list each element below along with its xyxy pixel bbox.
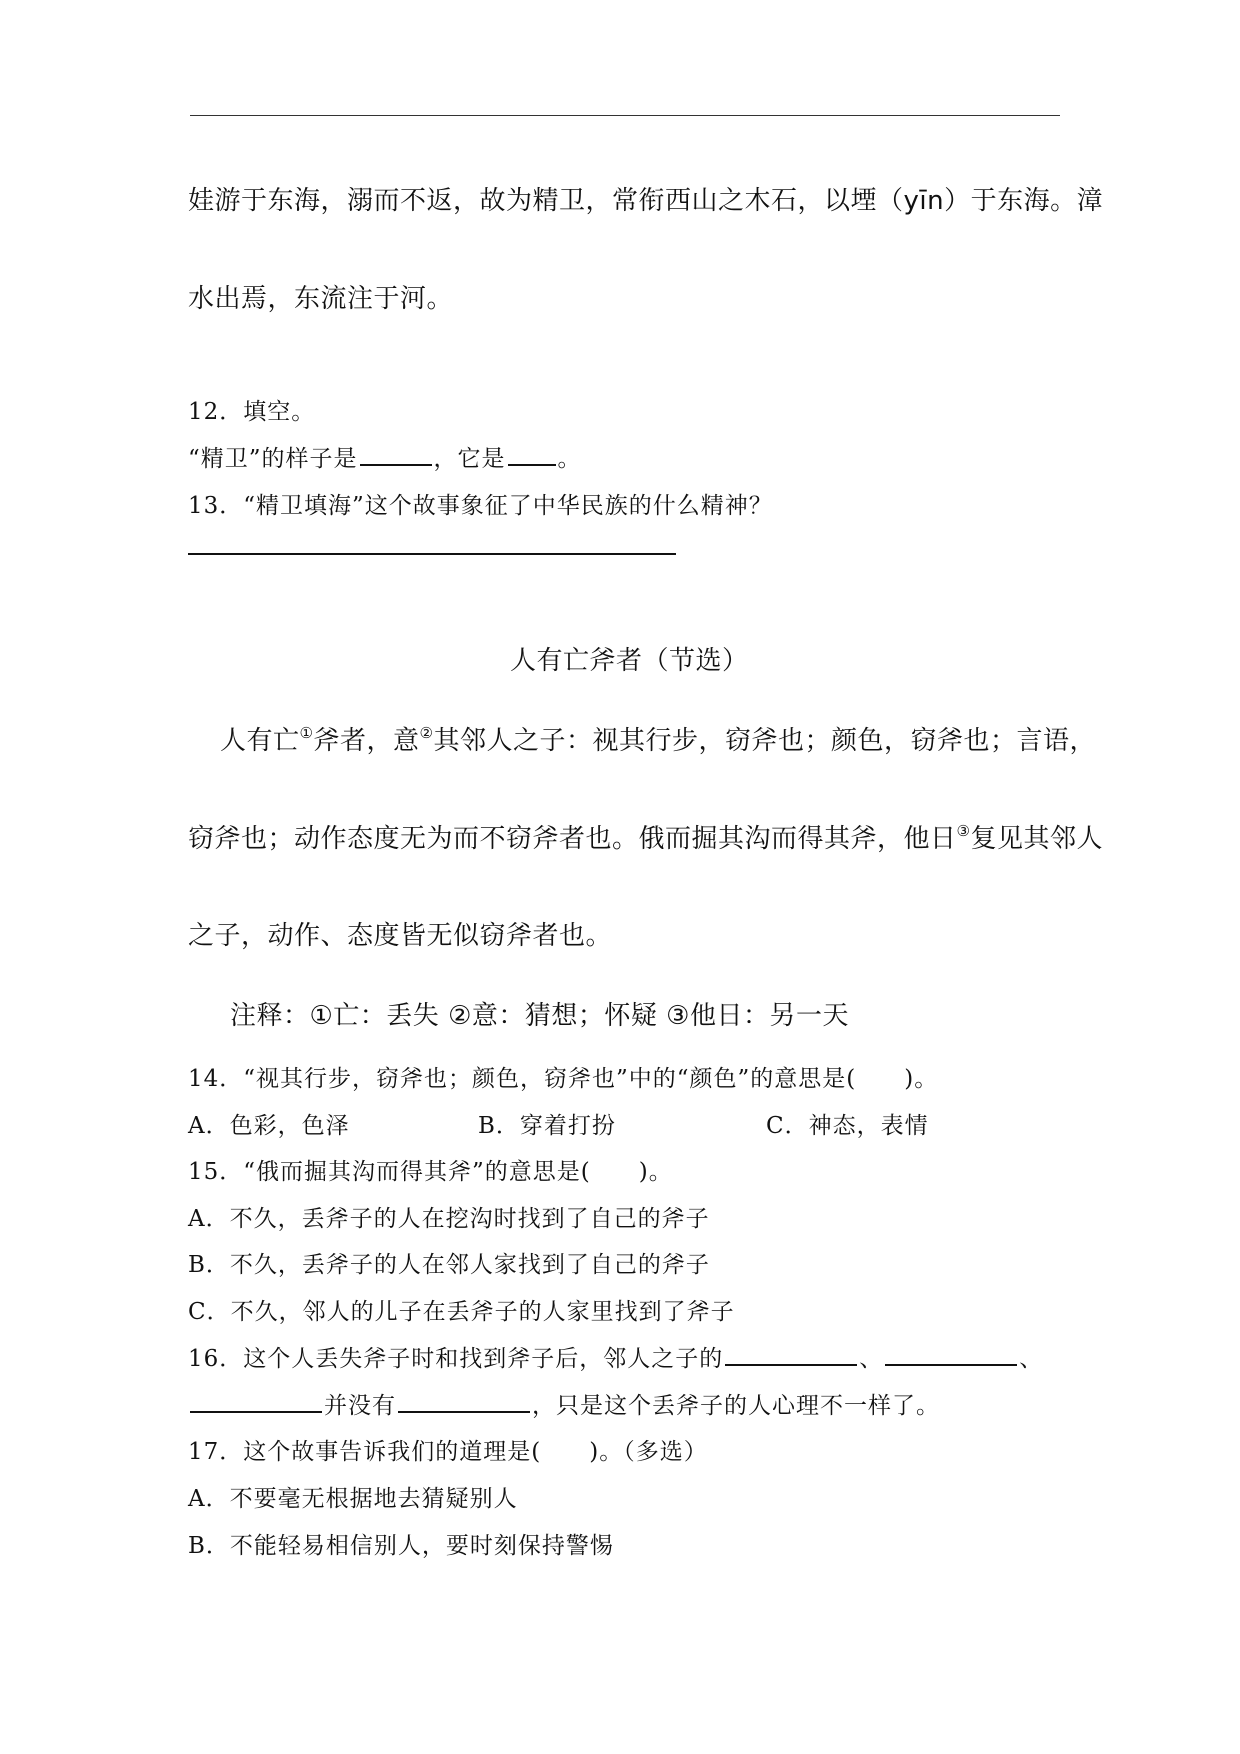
- q15-option-a[interactable]: A．不久，丢斧子的人在挖沟时找到了自己的斧子: [188, 1206, 710, 1232]
- q14-option-a[interactable]: A．色彩，色泽: [188, 1113, 350, 1139]
- passage2-l2-a: 窃斧也；动作态度无为而不窃斧者也。俄而掘其沟而得其斧，他日: [188, 824, 957, 854]
- passage2-l1-a: 人有亡: [220, 726, 300, 756]
- passage2-line2: [188, 818, 1103, 855]
- footnote-mark-3: ③: [956, 822, 971, 840]
- q12-blank-2[interactable]: [508, 463, 556, 466]
- q12-blank-1[interactable]: [360, 463, 432, 466]
- header-rule: [190, 115, 1060, 116]
- q13-answer-line[interactable]: [188, 553, 676, 555]
- q12-fill: [188, 440, 582, 473]
- q16-blank-3[interactable]: [190, 1410, 322, 1413]
- q16-line2: [188, 1387, 940, 1420]
- q16-line2-a: 并没有: [324, 1393, 396, 1419]
- q16-sep-2: 、: [1019, 1346, 1044, 1372]
- q12-part-c: 。: [557, 446, 582, 472]
- passage1-line1: 娃游于东海，溺而不返，故为精卫，常衔西山之木石，以堙（yīn）于东海。漳: [188, 186, 1104, 216]
- q15-stem: 15．“俄而掘其沟而得其斧”的意思是( )。: [188, 1159, 673, 1185]
- q16-line1-text: 16．这个人丢失斧子时和找到斧子后，邻人之子的: [188, 1346, 724, 1372]
- q17-option-a[interactable]: A．不要毫无根据地去猜疑别人: [188, 1486, 518, 1512]
- passage2-l1-b: 斧者，意: [313, 726, 420, 756]
- passage2-line1: [220, 720, 1096, 757]
- q17-option-b[interactable]: B．不能轻易相信别人，要时刻保持警惕: [188, 1533, 614, 1559]
- footnote-mark-1: ①: [299, 724, 314, 742]
- passage2-title: 人有亡斧者（节选）: [510, 646, 749, 676]
- q12-stem: 12．填空。: [188, 399, 316, 425]
- passage1-line2: 水出焉，东流注于河。: [188, 284, 454, 314]
- q12-part-a: “精卫”的样子是: [188, 446, 358, 472]
- q17-stem: 17．这个故事告诉我们的道理是( )。（多选）: [188, 1439, 708, 1465]
- q16-blank-4[interactable]: [398, 1410, 530, 1413]
- q13-stem: 13．“精卫填海”这个故事象征了中华民族的什么精神？: [188, 493, 773, 519]
- q14-option-b[interactable]: B．穿着打扮: [478, 1113, 616, 1139]
- q14-stem: 14．“视其行步，窃斧也；颜色，窃斧也”中的“颜色”的意思是( )。: [188, 1066, 939, 1092]
- q16-blank-2[interactable]: [885, 1363, 1017, 1366]
- q16-blank-1[interactable]: [725, 1363, 857, 1366]
- footnote-mark-2: ②: [419, 724, 434, 742]
- q14-option-c[interactable]: C．神态，表情: [766, 1113, 929, 1139]
- passage2-notes: 注释：①亡：丢失 ②意：猜想；怀疑 ③他日：另一天: [230, 1001, 849, 1031]
- q16-sep-1: 、: [859, 1346, 884, 1372]
- q15-option-b[interactable]: B．不久，丢斧子的人在邻人家找到了自己的斧子: [188, 1252, 710, 1278]
- passage2-l2-b: 复见其邻人: [970, 824, 1103, 854]
- q16-line1: [188, 1340, 1043, 1373]
- q15-option-c[interactable]: C．不久，邻人的儿子在丢斧子的人家里找到了斧子: [188, 1299, 735, 1325]
- q12-part-b: ，它是: [433, 446, 506, 472]
- passage2-line3: 之子，动作、态度皆无似窃斧者也。: [188, 921, 613, 951]
- q16-line2-b: ，只是这个丢斧子的人心理不一样了。: [532, 1393, 940, 1419]
- passage2-l1-c: 其邻人之子：视其行步，窃斧也；颜色，窃斧也；言语，: [433, 726, 1096, 756]
